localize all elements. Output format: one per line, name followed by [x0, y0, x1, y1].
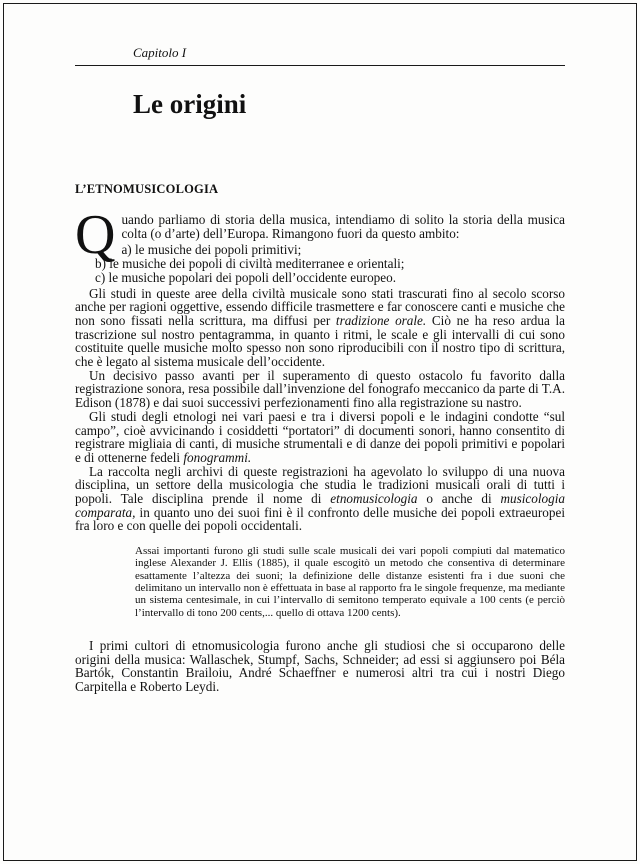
paragraph	[75, 465, 565, 534]
italic-text: tradizione orale.	[335, 312, 427, 328]
italic-text: fonogrammi.	[183, 449, 252, 465]
header-rule	[75, 65, 565, 66]
text-segment: uando parliamo di storia della musica, intendiamo di solito la storia della musica colta (o d’arte) dell’Europa. Rimangono fuori da questo ambito:	[121, 212, 565, 241]
list-item: a) le musiche dei popoli primitivi;	[121, 242, 302, 258]
list-item: c) le musiche popolari dei popoli dell’occidente europeo.	[95, 269, 397, 285]
italic-text: musicologia comparata,	[75, 491, 565, 520]
drop-cap: Q	[75, 204, 116, 266]
body-text	[75, 204, 565, 695]
block-quote	[135, 545, 565, 619]
text-segment: Gli studi in queste aree della civiltà musicale sono stati trascurati fino al secolo scorso anche per ragioni oggettive, essendo difficile trasmettere e far conoscere canti e musiche che non sono fissati nella scrittura, ma diffusi per	[75, 285, 565, 328]
item-list	[75, 243, 565, 284]
running-head: Capitolo I	[133, 45, 187, 60]
page-content	[75, 0, 565, 694]
text-segment: Ciò ne ha reso ardua la trascrizione sul nostro pentagramma, in quanto i ritmi, le scale e gli intervalli di cui sono costituite quelle musiche molto spesso non sono riproducibili con il nostro tipo di scrittura, che è legato al sistema musicale dell’occidente.	[75, 312, 565, 370]
text-segment: Assai importanti furono gli studi sulle scale musicali dei vari popoli compiuti dal matematico inglese Alexander J. Ellis (1885), il quale escogitò un metodo che consentiva di determinare esattamente l’altezza dei suoni; la definizione delle distanze esistenti fra i due suoni che delimitano un intervallo non è effettuata in base al rapporto fra le singole frequenze, ma mediante un sistema centesimale, in cui l’intervallo di semitono temperato equivale a 100 cents (e perciò l’intervallo di tono 200 cents,... quello di ottava 1200 cents).	[135, 545, 565, 619]
text-segment: La raccolta negli archivi di queste registrazioni ha agevolato lo sviluppo di una nuova disciplina, un settore della musicologia che studia le tradizioni musicali orali di tutti i popoli. Tale disciplina prende il nome di	[75, 463, 565, 507]
text-segment: Un decisivo passo avanti per il superamento di questo ostacolo fu favorito dalla registrazione sonora, resa possibile dall’invenzione del fonografo meccanico da parte di T.A. Edison (1878) e dai suoi successivi perfezionamenti fino alla registrazione su nastro.	[75, 367, 565, 411]
text-segment: Gli studi degli etnologi nei vari paesi e tra i diversi popoli e le indagini condotte “sul campo”, cioè avvicinando i cosiddetti “portatori” di documenti sonori, hanno consentito di registrare migliaia di canti, di musiche strumentali e di danze dei popoli primitivi e popolari e di ottenerne fedeli	[75, 408, 565, 465]
section-heading: L’ETNOMUSICOLOGIA	[75, 182, 219, 196]
paragraph	[75, 287, 565, 369]
text-segment: I primi cultori di etnomusicologia furono anche gli studiosi che si occuparono delle origini della musica: Wallaschek, Stumpf, Sachs, Schneider; ad essi si aggiunsero poi Béla Bartók, Constantin Brailoiu, André Schaeffner e numerosi altri tra cui i nostri Diego Carpitella e Roberto Leydi.	[75, 637, 565, 695]
paragraph	[75, 369, 565, 410]
text-segment: o anche di	[417, 491, 501, 507]
chapter-title: Le origini	[133, 89, 247, 119]
paragraph	[75, 410, 565, 465]
text-segment: in quanto uno dei suoi fini è il confronto delle musiche dei popoli extraeuropei fra loro e con quelle dei popoli occidentali.	[75, 504, 565, 534]
list-item: b) le musiche dei popoli di civiltà mediterranee e orientali;	[95, 256, 405, 272]
paragraph	[75, 639, 565, 694]
italic-text: etnomusicologia	[330, 491, 418, 507]
